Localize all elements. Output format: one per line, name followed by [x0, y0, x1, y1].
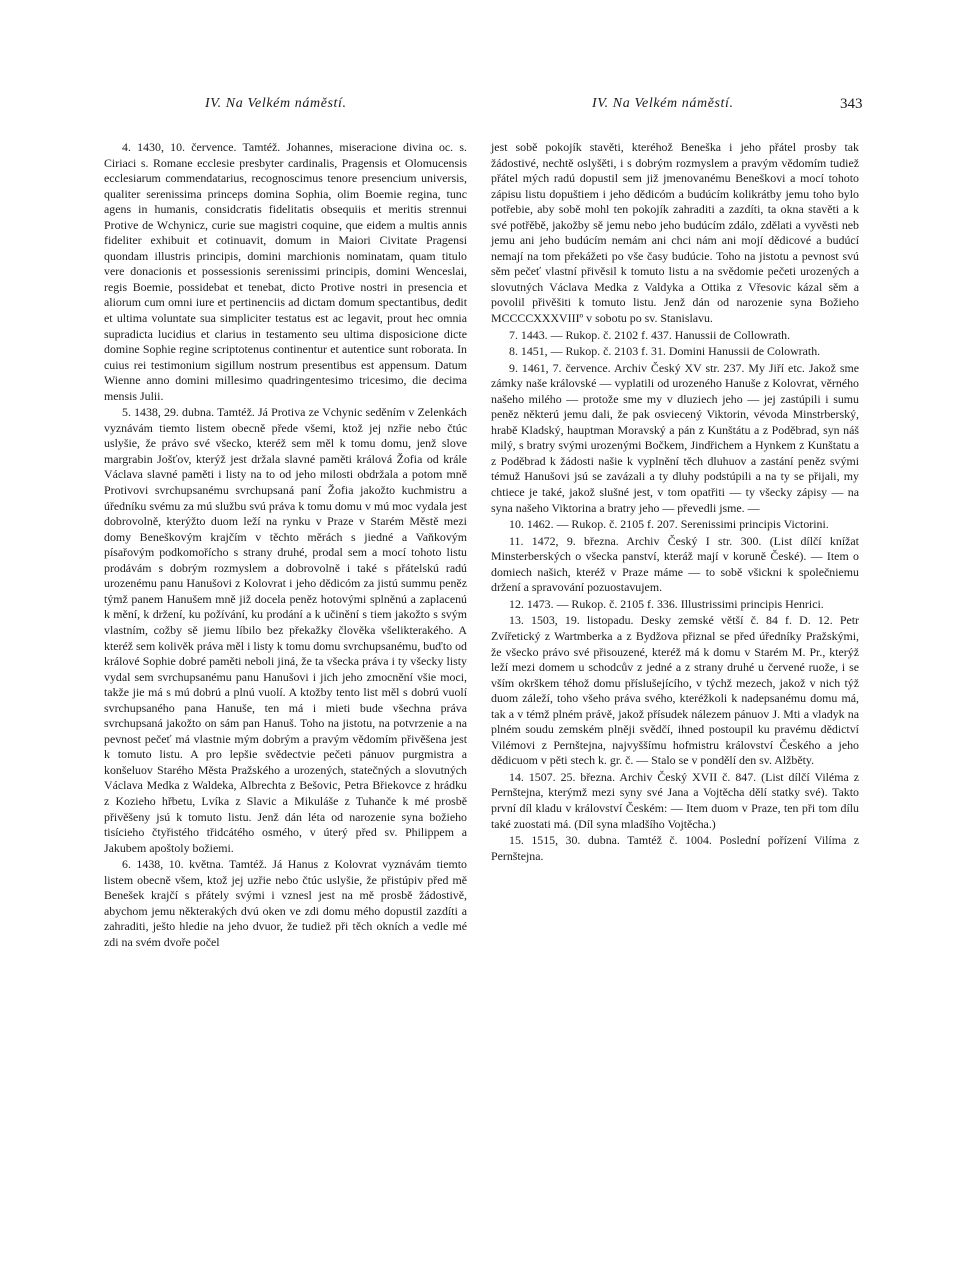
- entry-paragraph-9: 9. 1461, 7. července. Archiv Český XV str. 237. My Jiří etc. Jakož sme zámky naše královské — vyplatili od urozeného Hanuše z Kolovrat, věrného našeho milého — protože sme my v dluziech jeho — jej zastúpili i sumu peněz některú jemu dali, že pak osviecený Viktorin, vévoda Minstrberský, hrabě Kladský, hauptman Moravský a pán z Kunštátu a z Poděbrad, syn náš milý, s bratry svými urozenými Bočkem, Jindřichem a Hynkem z Kunštatu a z Poděbrad k žádosti našie k vyplnění těch dluhuov a zastání peněz svými témuž Hanušovi jsú se zavázali a ty dluhy podstúpili a na ty se přijali, my chtiece je také, jakož slušné jest, v tom opatřiti — ty všecky zápisy — na syna našeho Viktorina a bratry jeho — převedli jsme. —: [491, 360, 859, 515]
- left-running-title: IV. Na Velkém náměstí.: [205, 96, 347, 111]
- entry-paragraph-13: 13. 1503, 19. listopadu. Desky zemské větší č. 84 f. D. 12. Petr Zvířetický z Wartmberka a z Bydžova přiznal se před úředníky Pražskými, že všecko právo své přisouzené, kteréž má k domu v Starém M. Pr., kterýž leží mezi domem u schodcův z jedné a z strany druhé u červené ruože, i se vším okrškem téhož domu příslušejícího, v týchž mezech, jakož v nich týž duom záleží, toho všeho práva svého, kteréžkoli k nadepsanému domu má, tak a v témž plném právě, jakož přísudek nálezem pánuov J. Mti a vladyk na plném soudu zemském plněji svědčí, ihned postoupil ku pravému dědictví Vilémovi z Pernštejna, najvyššímu hofmistru království Českého a jeho dědicuom v pěti stech k. gr. č. — Stalo se v pondělí den sv. Alžběty.: [491, 613, 859, 768]
- entry-paragraph-5: 5. 1438, 29. dubna. Tamtéž. Já Protiva ze Vchynic seděním v Zelenkách vyznávám tiemto listem obecně přede všemi, ktož jej nzřie nebo čtúc uslyšie, že právo své všecko, kteréž sem měl k tomu domu, jenž slove margrabin Jošťov, kterýž jest držala slavné paměti králová Žofia od krále Václava slavné paměti i listy na to od jeho milosti obdržala a potom mně Protivovi svrchupsanému svrchupsaná paní Žofia jakožto kuchmistru a úředníku svému za mú službu svú práva k tomu domu v mú moc vydala jest dobrovolně, kterýžto duom leží na rynku v Praze v Starém Městě mezi domy Beneškovým krajčím v těchto měrách s jiedné a Vaňkovým písařovým podkomořícho s strany druhé, prodal sem a mocí tohoto listu prodávám s dobrým rozmyslem a dobrovolně i také s přátelskú radú urozenému panu Hanušovi z Kolovrat i jeho dědicóm za jistú summu peněz týmž panem Hanušem mně již docela peněz hotovými splněnú a zaplacenú k mění, k držení, ku požívání, ku prodání a k učinění s tiem jakožto s svým vlastním, cožby sě jiemu líbilo bez překažky člověka všelikterakého. A kteréž sem kolivěk práva měl i listy k tomu domu svrchupsanému, buďto od králové Sophie dobré paměti neboli jiná, že ta všecka práva i ty všecky listy vydal sem svrchupsanému panu Hanušovi i jich jeho zmocnění všie moci, takže jie má s mú dobrú a plnú vuolí. A ktožby tento list měl s dobrú vuolí svrchupsaného pana Hanuše, ten má i mieti bude všechna práva svrchupsaná jakožto on sám pan Hanuš. Toho na jistotu, na potvrzenie a na pevnost pečeť má vlastnie mým dobrým a pravým vědomím přivěšena jest k tomuto listu. A pro lepšie svědectvie pečeti pánuov purgmistra a konšeluov Starého Města Pražského a urozených, statečných a slovutných Václava Medka z Waldeka, Albrechta z Bešovic, Petra Břiekovce z hrádku z Kozieho hřbetu, Lvíka z Slavic a Mikuláše z Tuhanče k mé prosbě přivěšeny jsú k tomuto listu. Jenž dán léta od narozenie syna božieho tisícieho čtyřistého třidcátého osmého, v úterý před sv. Philippem a Jakubem apoštoly božiemi.: [104, 405, 467, 855]
- page-number: 343: [840, 96, 863, 112]
- entry-paragraph-10: 10. 1462. — Rukop. č. 2105 f. 207. Serenissimi principis Victorini.: [509, 517, 829, 532]
- entry-paragraph-6: 6. 1438, 10. května. Tamtéž. Já Hanus z Kolovrat vyznávám tiemto listem obecně všem, ktož jej uzřie nebo čtúc uslyšie, že přistúpiv před mě Benešek krajčí s přátely svými i vznesl jest na mě prosbě žádostivě, abychom jemu některakých dvú oken ve zdi domu mého dopustil zazdíti a zahraditi, ješto hledie na jeho dvuor, že tudiež při těch okních a vedle mé zdi na svém dvoře počel: [104, 857, 467, 949]
- right-running-title: IV. Na Velkém náměstí.: [592, 96, 734, 111]
- entry-paragraph-7: 7. 1443. — Rukop. č. 2102 f. 437. Hanussii de Collowrath.: [509, 327, 791, 342]
- entry-paragraph-11: 11. 1472, 9. března. Archiv Český I str. 300. (List dílčí knížat Minsterberských o všecka panství, kteráž mají v koruně České). — Item o domiech našich, kteréž v Praze máme — to sobě všickni k společniemu držení a spravování pozuostavujem.: [491, 533, 859, 595]
- entry-paragraph-14: 14. 1507. 25. března. Archiv Český XVII č. 847. (List dílčí Viléma z Pernštejna, kterýmž mezi syny své Jana a Vojtěcha dělí statky své). Takto první díl kladu v království Českém: — Item duom v Praze, ten při tom dílu také zuostati má. (Díl syna mladšího Vojtěcha.): [491, 769, 859, 831]
- entry-paragraph-12: 12. 1473. — Rukop. č. 2105 f. 336. Illustrissimi principis Henrici.: [509, 596, 824, 611]
- entry-paragraph-6-continued: jest sobě pokojík stavěti, kteréhož Beneška i jeho přátel prosby tak žádostivé, nechtě oslyšěti, i s dobrým rozmyslem a pravým vědomím tudiež přátel mých radú dopustil sem již jmenovanému Beneškovi a mocí tohoto zápisu listu dopuštiem i jeho dědicóm a budúcím kolikrátby jemu toho bylo potřebie, aby sobě mohl ten pokojík zahraditi a zazdíti, ta okna stavěti a k své potřěbě, jakožby sě jemu nebo jeho budúcím zdálo, zdělati a vyvěsti neb jemu ani jeho budúcím nemám ani chci nám ani mojí dědicové a budúcí nemají na tom překážeti po vše časy budúcie. Toho na jistotu a pevnost svú sěm pečeť vlastní přivěsil k tomuto listu a na svědomie pečeti urozených a slovutných Václava Medka z Valdyka a Ottika z Vřesovic kázal sěm a povolil přivěšiti k tomuto listu. Jenž dán od narozenie syna Božieho MCCCCXXXVIIIº v sobotu po sv. Stanislavu.: [491, 140, 859, 326]
- entry-paragraph-4: 4. 1430, 10. července. Tamtéž. Johannes, miseracione divina oc. s. Ciriaci s. Romane ecclesie presbyter cardinalis, Pragensis et Olomucensis ecclesiarum commendatarius, recognoscimus tenore presencium universis, qualiter serenissima princeps domina Sophia, olim Boemie regina, tunc agens in humanis, considcratis fidelitatis obsequiis et meritis strennui Protive de Wchynicz, curie sue magistri coquine, que eidem a multis annis fideliter exhibuit et cotinuavit, domum in Maiori Civitate Pragensi quondam illustris principis, domini marchionis nominatam, quam titulo vere donacionis et possessionis serenissimi principis, domini Wenceslai, regis Boemie, possidebat et tenebat, dicto Protive nostri in presencia et aliorum cum omni iure et pertinenciis ad dictam domum spectantibus, dedit et ultima voluntate sua simpliciter testatus est ac legavit, prout hec omnia supradicta lucidius et clarius in testamento seu ultima disposicione dicte domine Sophie regine scriptotenus continentur et autentice sunt roborata. In cuius rei testimonium sigillum nostrum presentibus est appensum. Datum Wienne anno domini millesimo quadringentesimo tricesimo, die decima mensis Julii.: [104, 140, 467, 403]
- entry-paragraph-15: 15. 1515, 30. dubna. Tamtéž č. 1004. Poslední pořízení Vilíma z Pernštejna.: [491, 833, 859, 863]
- entry-paragraph-8: 8. 1451, — Rukop. č. 2103 f. 31. Domini Hanussii de Colowrath.: [509, 344, 821, 359]
- right-column: [491, 140, 859, 864]
- running-header: [0, 96, 960, 116]
- left-column: [104, 140, 467, 950]
